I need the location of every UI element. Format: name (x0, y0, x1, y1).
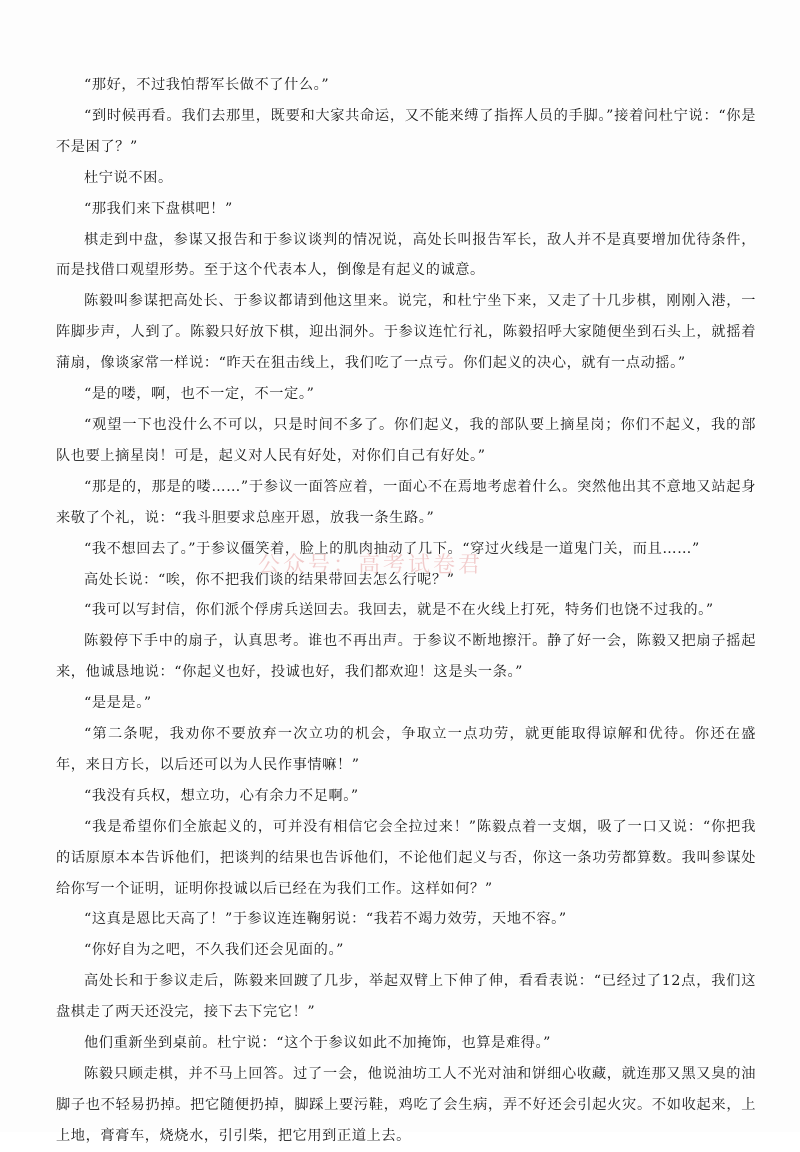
paragraph: “这真是恩比天高了！”于参议连连鞠躬说：“我若不竭力效劳，天地不容。” (84, 911, 567, 928)
paragraph: “我没有兵权，想立功，心有余力不足啊。” (84, 787, 359, 804)
paragraph: 他们重新坐到桌前。杜宁说：“这个于参议如此不加掩饰，也算是难得。” (84, 1035, 552, 1052)
paragraph: 高处长和于参议走后，陈毅来回踱了几步，举起双臂上下伸了伸，看看表说：“已经过了12点，我们这盘棋走了两天还没完，接下去下完它！” (56, 973, 756, 1021)
paragraph: “第二条呢，我劝你不要放弃一次立功的机会，争取立一点功劳，就更能取得谅解和优待。你还在盛年，来日方长，以后还可以为人民作事情嘛！” (56, 726, 756, 773)
paragraph: “那好，不过我怕帮军长做不了什么。” (84, 77, 330, 93)
watermark-text: 公众号：高考试卷君 (258, 553, 484, 578)
paragraph: “我可以写封信，你们派个俘虏兵送回去。我回去，就是不在火线上打死，特务们也饶不过我的。” (84, 602, 714, 619)
paragraph: 陈毅停下手中的扇子，认真思考。谁也不再出声。于参议不断地擦汗。静了好一会，陈毅又把扇子摇起来，他诚恳地说：“你起义也好，投诚也好，我们都欢迎！这是头一条。” (56, 633, 756, 681)
paragraph: “观望一下也没什么不可以，只是时间不多了。你们起义，我的部队要上摘星岗；你们不起义，我的部队也要上摘星岗！可是，起义对人民有好处，对你们自己有好处。” (56, 416, 756, 464)
paragraph: 高处长说：“唉，你不把我们谈的结果带回去怎么行呢？” (84, 571, 455, 588)
paragraph: 杜宁说不困。 (84, 169, 173, 186)
paragraph: “到时候再看。我们去那里，既要和大家共命运，又不能来缚了指挥人员的手脚。”接着问杜宁说：“你是不是困了？” (56, 107, 756, 155)
paragraph: 陈毅只顾走棋，并不马上回答。过了一会，他说油坊工人不光对油和饼细心收藏，就连那又黑又臭的油脚子也不轻易扔掉。把它随便扔掉，脚踩上要污鞋，鸡吃了会生病，弄不好还会引起火灾。不如收起来，上上地，膏膏车，烧烧水，引引柴，把它用到正道上去。 (56, 1066, 756, 1144)
paragraph: 棋走到中盘，参谋又报告和于参议谈判的情况说，高处长叫报告军长，敌人并不是真要增加优待条件，而是找借口观望形势。至于这个代表本人，倒像是有起义的诚意。 (56, 231, 756, 279)
paragraph: “我是希望你们全旅起义的，可并没有相信它会全拉过来！”陈毅点着一支烟，吸了一口又说：“你把我的话原原本本告诉他们，把谈判的结果也告诉他们，不论他们起义与否，你这一条功劳都算数。我叫参谋处给你写一个证明，证明你投诚以后已经在为我们工作。这样如何？” (56, 818, 756, 897)
paragraph: “是的喽，啊，也不一定，不一定。” (84, 386, 315, 403)
paragraph: “那是的，那是的喽……”于参议一面答应着，一面心不在焉地考虑着什么。突然他出其不意地又站起身来敬了个礼，说：“我斗胆要求总座开恩，放我一条生路。” (56, 478, 756, 526)
paragraph: “是是是。” (84, 695, 152, 712)
paragraph: “我不想回去了。”于参议僵笑着，脸上的肌肉抽动了几下。“穿过火线是一道鬼门关，而且……” (84, 540, 700, 557)
paragraph: “你好自为之吧，不久我们还会见面的。” (84, 942, 344, 959)
paragraph: “那我们来下盘棋吧！” (84, 200, 233, 217)
document-body (56, 70, 756, 1152)
paragraph: 陈毅叫参谋把高处长、于参议都请到他这里来。说完，和杜宁坐下来，又走了十几步棋，刚刚入港，一阵脚步声，人到了。陈毅只好放下棋，迎出洞外。于参议连忙行礼，陈毅招呼大家随便坐到石头上，就摇着蒲扇，像谈家常一样说：“昨天在狙击线上，我们吃了一点亏。你们起义的决心，就有一点动摇。” (56, 293, 756, 372)
